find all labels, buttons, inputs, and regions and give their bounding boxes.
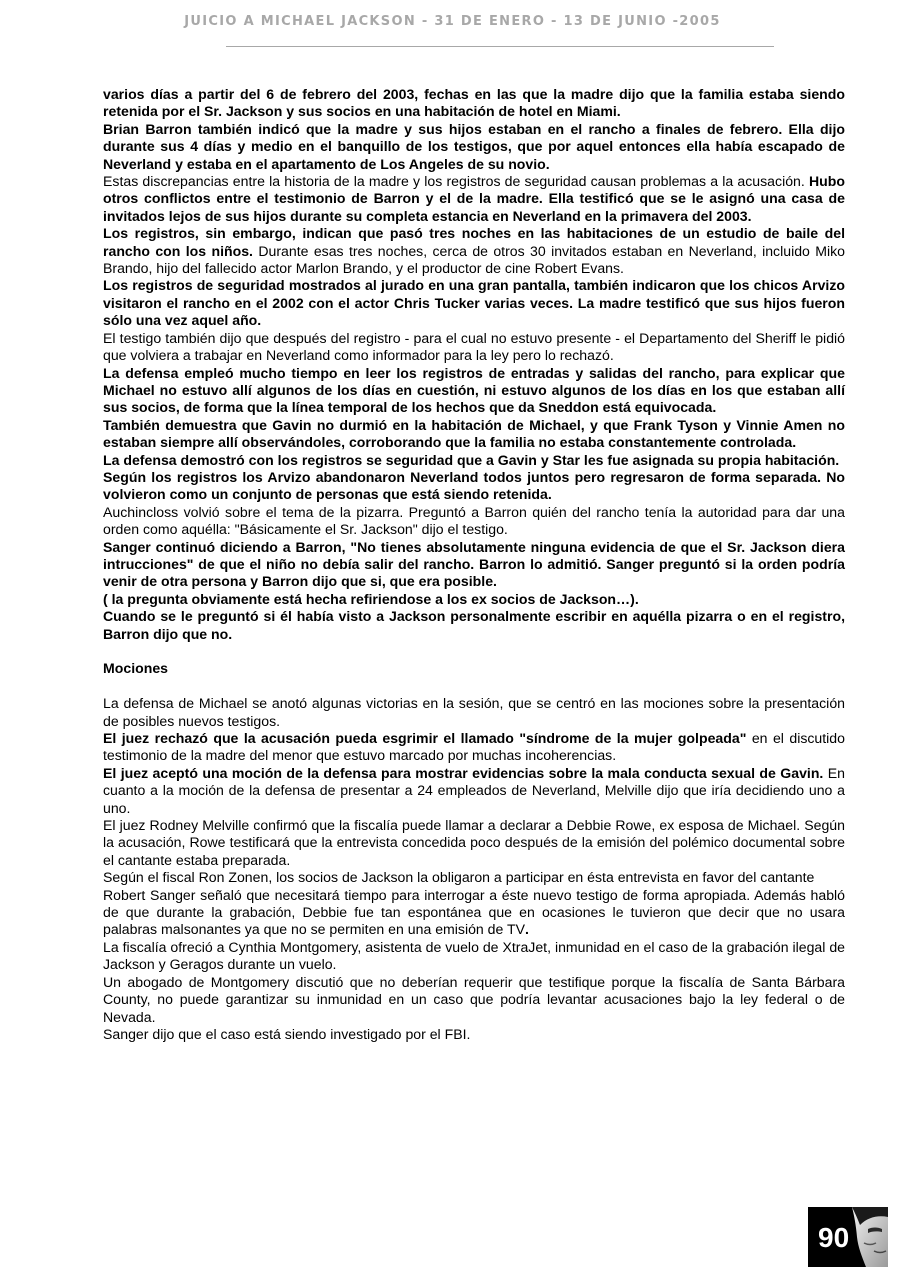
bold-text-run: Cuando se le preguntó si él había visto a Jackson personalmente escribir en aquélla pizarra o en el registro, Barron dijo que no. xyxy=(103,608,845,642)
paragraph-spacer xyxy=(103,643,845,660)
paragraph xyxy=(103,1026,845,1043)
bold-text-run: Mociones xyxy=(103,660,168,677)
article-body xyxy=(103,86,845,1043)
text-run: Un abogado de Montgomery discutió que no deberían requerir que testifique porque la fiscalía de Santa Bárbara County, no puede garantizar su inmunidad en un caso que podría levantar acusaciones bajo la ley federal o de Nevada. xyxy=(103,973,845,1025)
text-run: Según el fiscal Ron Zonen, los socios de Jackson la obligaron a participar en ésta entrevista en favor del cantante xyxy=(103,869,815,886)
bold-text-run: ( la pregunta obviamente está hecha refiriendose a los ex socios de Jackson…). xyxy=(103,590,639,607)
bold-text-run: Sanger continuó diciendo a Barron, "No tienes absolutamente ninguna evidencia de que el Sr. Jackson diera intrucciones" de que el niño no debía salir del rancho. Barron lo admitió. Sanger preguntó si la orden podría venir de otra persona y Barron dijo que si, que era posible. xyxy=(103,538,845,590)
bold-text-run: Los registros de seguridad mostrados al jurado en una gran pantalla, también indicaron que los chicos Arvizo visitaron el rancho en el 2002 con el actor Chris Tucker varias veces. La madre testificó que sus hijos fueron sólo una vez aquel año. xyxy=(103,277,845,329)
paragraph xyxy=(103,730,845,765)
paragraph xyxy=(103,887,845,939)
text-run: En cuanto a la moción de la defensa de presentar a 24 empleados de Neverland, Melville dijo que iría decidiendo uno a uno. xyxy=(103,764,845,816)
bold-text-run: Los registros, sin embargo, indican que pasó tres noches en las habitaciones de un estudio de baile del rancho con los niños. xyxy=(103,225,845,259)
bold-text-run: La defensa empleó mucho tiempo en leer los registros de entradas y salidas del rancho, para explicar que Michael no estuvo allí algunos de los días en cuestión, ni estuvo algunos de los días en los que estaban allí sus socios, de forma que la línea temporal de los hechos que da Sneddon está equivocada. xyxy=(103,364,845,416)
text-run: Auchincloss volvió sobre el tema de la pizarra. Preguntó a Barron quién del rancho tenía la autoridad para dar una orden como aquélla: "Básicamente el Sr. Jackson" dijo el testigo. xyxy=(103,503,845,538)
bold-text-run: . xyxy=(525,921,529,938)
paragraph xyxy=(103,504,845,539)
paragraph xyxy=(103,452,845,469)
paragraph xyxy=(103,173,845,225)
bold-text-run: Según los registros los Arvizo abandonaron Neverland todos juntos pero regresaron de forma separada. No volvieron como un conjunto de personas que está siendo retenida. xyxy=(103,468,845,503)
paragraph xyxy=(103,225,845,277)
bold-text-run: Hubo otros conflictos entre el testimonio de Barron y el de la madre. Ella testificó que se le asignó una casa de invitados lejos de sus hijos durante su completa estancia en Neverland en la primavera del 2003. xyxy=(103,173,845,224)
bold-text-run: Brian Barron también indicó que la madre y sus hijos estaban en el rancho a finales de febrero. Ella dijo durante sus 4 días y medio en el banquillo de los testigos, que por aquel entonces ella había escapado de Neverland y estaba en el apartamento de Los Angeles de su novio. xyxy=(103,120,845,172)
paragraph xyxy=(103,695,845,730)
text-run: Sanger dijo que el caso está siendo investigado por el FBI. xyxy=(103,1025,471,1042)
page-number: 90 xyxy=(818,1222,850,1253)
paragraph xyxy=(103,330,845,365)
paragraph xyxy=(103,417,845,452)
paragraph xyxy=(103,765,845,817)
paragraph xyxy=(103,660,845,677)
text-run: El testigo también dijo que después del registro - para el cual no estuvo presente - el Departamento del Sheriff le pidió que volviera a trabajar en Neverland como informador para la ley pero lo rechazó. xyxy=(103,329,845,364)
paragraph xyxy=(103,817,845,869)
bold-text-run: La defensa demostró con los registros se seguridad que a Gavin y Star les fue asignada su propia habitación. xyxy=(103,451,840,468)
text-run: La fiscalía ofreció a Cynthia Montgomery, asistenta de vuelo de XtraJet, inmunidad en el caso de la grabación ilegal de Jackson y Geragos durante un vuelo. xyxy=(103,938,845,973)
paragraph xyxy=(103,939,845,974)
bold-text-run: El juez rechazó que la acusación pueda esgrimir el llamado "síndrome de la mujer golpeada" xyxy=(103,730,747,746)
paragraph xyxy=(103,121,845,173)
paragraph xyxy=(103,86,845,121)
paragraph xyxy=(103,608,845,643)
text-run: Estas discrepancias entre la historia de la madre y los registros de seguridad causan problemas a la acusación. xyxy=(103,173,809,190)
text-run: La defensa de Michael se anotó algunas victorias en la sesión, que se centró en las mociones sobre la presentación de posibles nuevos testigos. xyxy=(103,695,845,729)
header-divider xyxy=(226,46,774,47)
text-run: Robert Sanger señaló que necesitará tiempo para interrogar a éste nuevo testigo de forma apropiada. Además habló de que durante la grabación, Debbie fue tan espontánea que en ocasiones le tuvieron que decir que no usara palabras malsonantes ya que no se permiten en una emisión de TV xyxy=(103,886,845,938)
bold-text-run: El juez aceptó una moción de la defensa para mostrar evidencias sobre la mala conducta sexual de Gavin. xyxy=(103,764,824,781)
paragraph xyxy=(103,277,845,329)
paragraph xyxy=(103,539,845,591)
paragraph xyxy=(103,365,845,417)
text-run: Durante esas tres noches, cerca de otros 30 invitados estaban en Neverland, incluido Miko Brando, hijo del fallecido actor Marlon Brando, y el productor de cine Robert Evans. xyxy=(103,242,845,277)
paragraph xyxy=(103,591,845,608)
paragraph-spacer xyxy=(103,678,845,695)
paragraph xyxy=(103,974,845,1026)
text-run: en el discutido testimonio de la madre del menor que estuvo marcado por muchas incoherencias. xyxy=(103,730,845,764)
paragraph xyxy=(103,469,845,504)
bold-text-run: También demuestra que Gavin no durmió en la habitación de Michael, y que Frank Tyson y Vinnie Amen no estaban siempre allí observándoles, corroborando que la familia no estaba constantemente controlada. xyxy=(103,416,845,451)
page-badge xyxy=(808,1207,888,1267)
paragraph xyxy=(103,869,845,886)
bold-text-run: varios días a partir del 6 de febrero del 2003, fechas en las que la madre dijo que la familia estaba siendo retenida por el Sr. Jackson y sus socios en una habitación de hotel en Miami. xyxy=(103,86,845,120)
text-run: El juez Rodney Melville confirmó que la fiscalía puede llamar a declarar a Debbie Rowe, ex esposa de Michael. Según la acusación, Rowe testificará que la entrevista concedida poco después de la emisión del polémico documental sobre el cantante estaba preparada. xyxy=(103,817,845,868)
running-header: JUICIO A MICHAEL JACKSON - 31 DE ENERO - 13 DE JUNIO -2005 xyxy=(184,14,721,29)
